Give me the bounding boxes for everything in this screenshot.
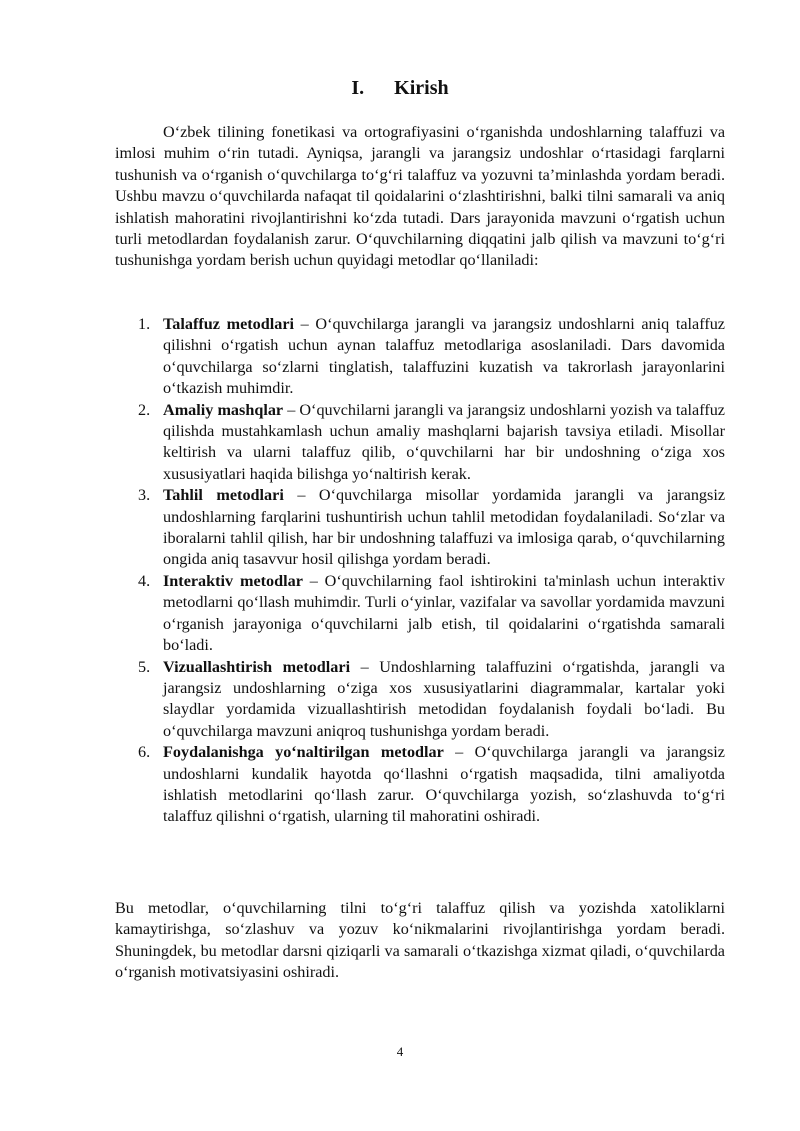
section-title: Kirish <box>394 77 449 99</box>
method-description: – O‘quvchilarni jarangli va jarangsiz undoshlarni yozish va talaffuz qilishda mustahkamlash uchun amaliy mashqlarni bajarish tavsiya etiladi. Misollar keltirish va ularni talaffuz qilib, o‘quvchilarni har bir undoshning o‘ziga xos xususiyatlari haqida bilishga yo‘naltirish kerak. <box>163 400 725 483</box>
list-item <box>115 571 725 657</box>
list-item <box>115 314 725 400</box>
section-number: I. <box>351 77 365 99</box>
list-item <box>115 485 725 571</box>
section-heading <box>0 76 800 100</box>
method-description: – O‘quvchilarga jarangli va jarangsiz undoshlarni aniq talaffuz qilishni o‘rgatish uchun aynan talaffuz metodlariga asoslaniladi. Dars davomida o‘quvchilarga so‘zlarni tinglatish, talaffuzini kuzatish va takrorlash jarayonlarini o‘tkazish muhimdir. <box>163 315 725 398</box>
list-marker: 6. <box>138 743 151 762</box>
method-description: – O‘quvchilarga jarangli va jarangsiz undoshlarni kundalik hayotda qo‘llashni o‘rgatish maqsadida, tilni amaliyotda ishlatish metodlarini qo‘llash zarur. O‘quvchilarga yozish, so‘zlashuvda to‘g‘ri talaffuz qilishni o‘rgatish, ularning til mahoratini oshiradi. <box>163 743 725 826</box>
method-description: – O‘quvchilarga misollar yordamida jarangli va jarangsiz undoshlarning farqlarini tushuntirish uchun tahlil metodidan foydalaniladi. So‘zlar va iboralarni tahlil qilish, har bir undoshning talaffuzi va imlosiga qarab, o‘quvchilarning ongida aniq tasavvur hosil qilishga yordam beradi. <box>163 486 725 569</box>
conclusion-paragraph: Bu metodlar, o‘quvchilarning tilni to‘g‘ri talaffuz qilish va yozishda xatoliklarni kamaytirishga, so‘zlashuv va yozuv ko‘nikmalarini rivojlantirishga yordam beradi. Shuningdek, bu metodlar darsni qiziqarli va samarali o‘tkazishga xizmat qiladi, o‘quvchilarda o‘rganish motivatsiyasini oshiradi. <box>115 899 725 982</box>
list-marker: 5. <box>138 657 151 676</box>
intro-paragraph: O‘zbek tilining fonetikasi va ortografiyasini o‘rganishda undoshlarning talaffuzi va imlosi muhim o‘rin tutadi. Ayniqsa, jarangli va jarangsiz undoshlar o‘rtasidagi farqlarni tushunish va o‘rganish o‘quvchilarga to‘g‘ri talaffuz va yozuvni ta’minlashda yordam beradi. Ushbu mavzu o‘quvchilarda nafaqat til qoidalarini o‘zlashtirishni, balki tilni samarali va aniq ishlatish mahoratini rivojlantirishni ko‘zda tutadi. Dars jarayonida mavzuni o‘rgatish uchun turli metodlardan foydalanish zarur. O‘quvchilarning diqqatini jalb qilish va mavzuni to‘g‘ri tushunishga yordam berish uchun quyidagi metodlar qo‘llaniladi: <box>115 123 725 270</box>
list-marker: 3. <box>138 486 151 505</box>
method-term: Foydalanishga yo‘naltirilgan metodlar <box>163 743 444 762</box>
list-marker: 4. <box>138 571 151 590</box>
method-term: Interaktiv metodlar <box>163 571 303 590</box>
method-term: Tahlil metodlari <box>163 486 284 505</box>
method-term: Vizuallashtirish metodlari <box>163 657 351 676</box>
page-number: 4 <box>396 1044 404 1059</box>
list-marker: 2. <box>138 400 151 419</box>
method-description: – O‘quvchilarning faol ishtirokini ta'minlash uchun interaktiv metodlarni qo‘llash muhimdir. Turli o‘yinlar, vazifalar va savollar yordamida mavzuni o‘rganish jarayoniga o‘quvchilarni jalb etish, til qoidalarini o‘rgatishda samarali bo‘ladi. <box>163 571 726 655</box>
list-item <box>115 400 725 486</box>
list-item <box>115 657 725 743</box>
method-description: – Undoshlarning talaffuzini o‘rgatishda, jarangli va jarangsiz undoshlarning o‘ziga xos xususiyatlarini diagrammalar, kartalar yoki slaydlar yordamida vizuallashtirish metodidan foydalanish foydali bo‘ladi. Bu o‘quvchilarga mavzuni aniqroq tushunishga yordam beradi. <box>163 657 725 740</box>
list-marker: 1. <box>138 315 151 333</box>
method-term: Talaffuz metodlari <box>163 315 295 333</box>
method-term: Amaliy mashqlar <box>163 400 284 419</box>
methods-list <box>115 314 725 828</box>
list-item <box>115 742 725 828</box>
